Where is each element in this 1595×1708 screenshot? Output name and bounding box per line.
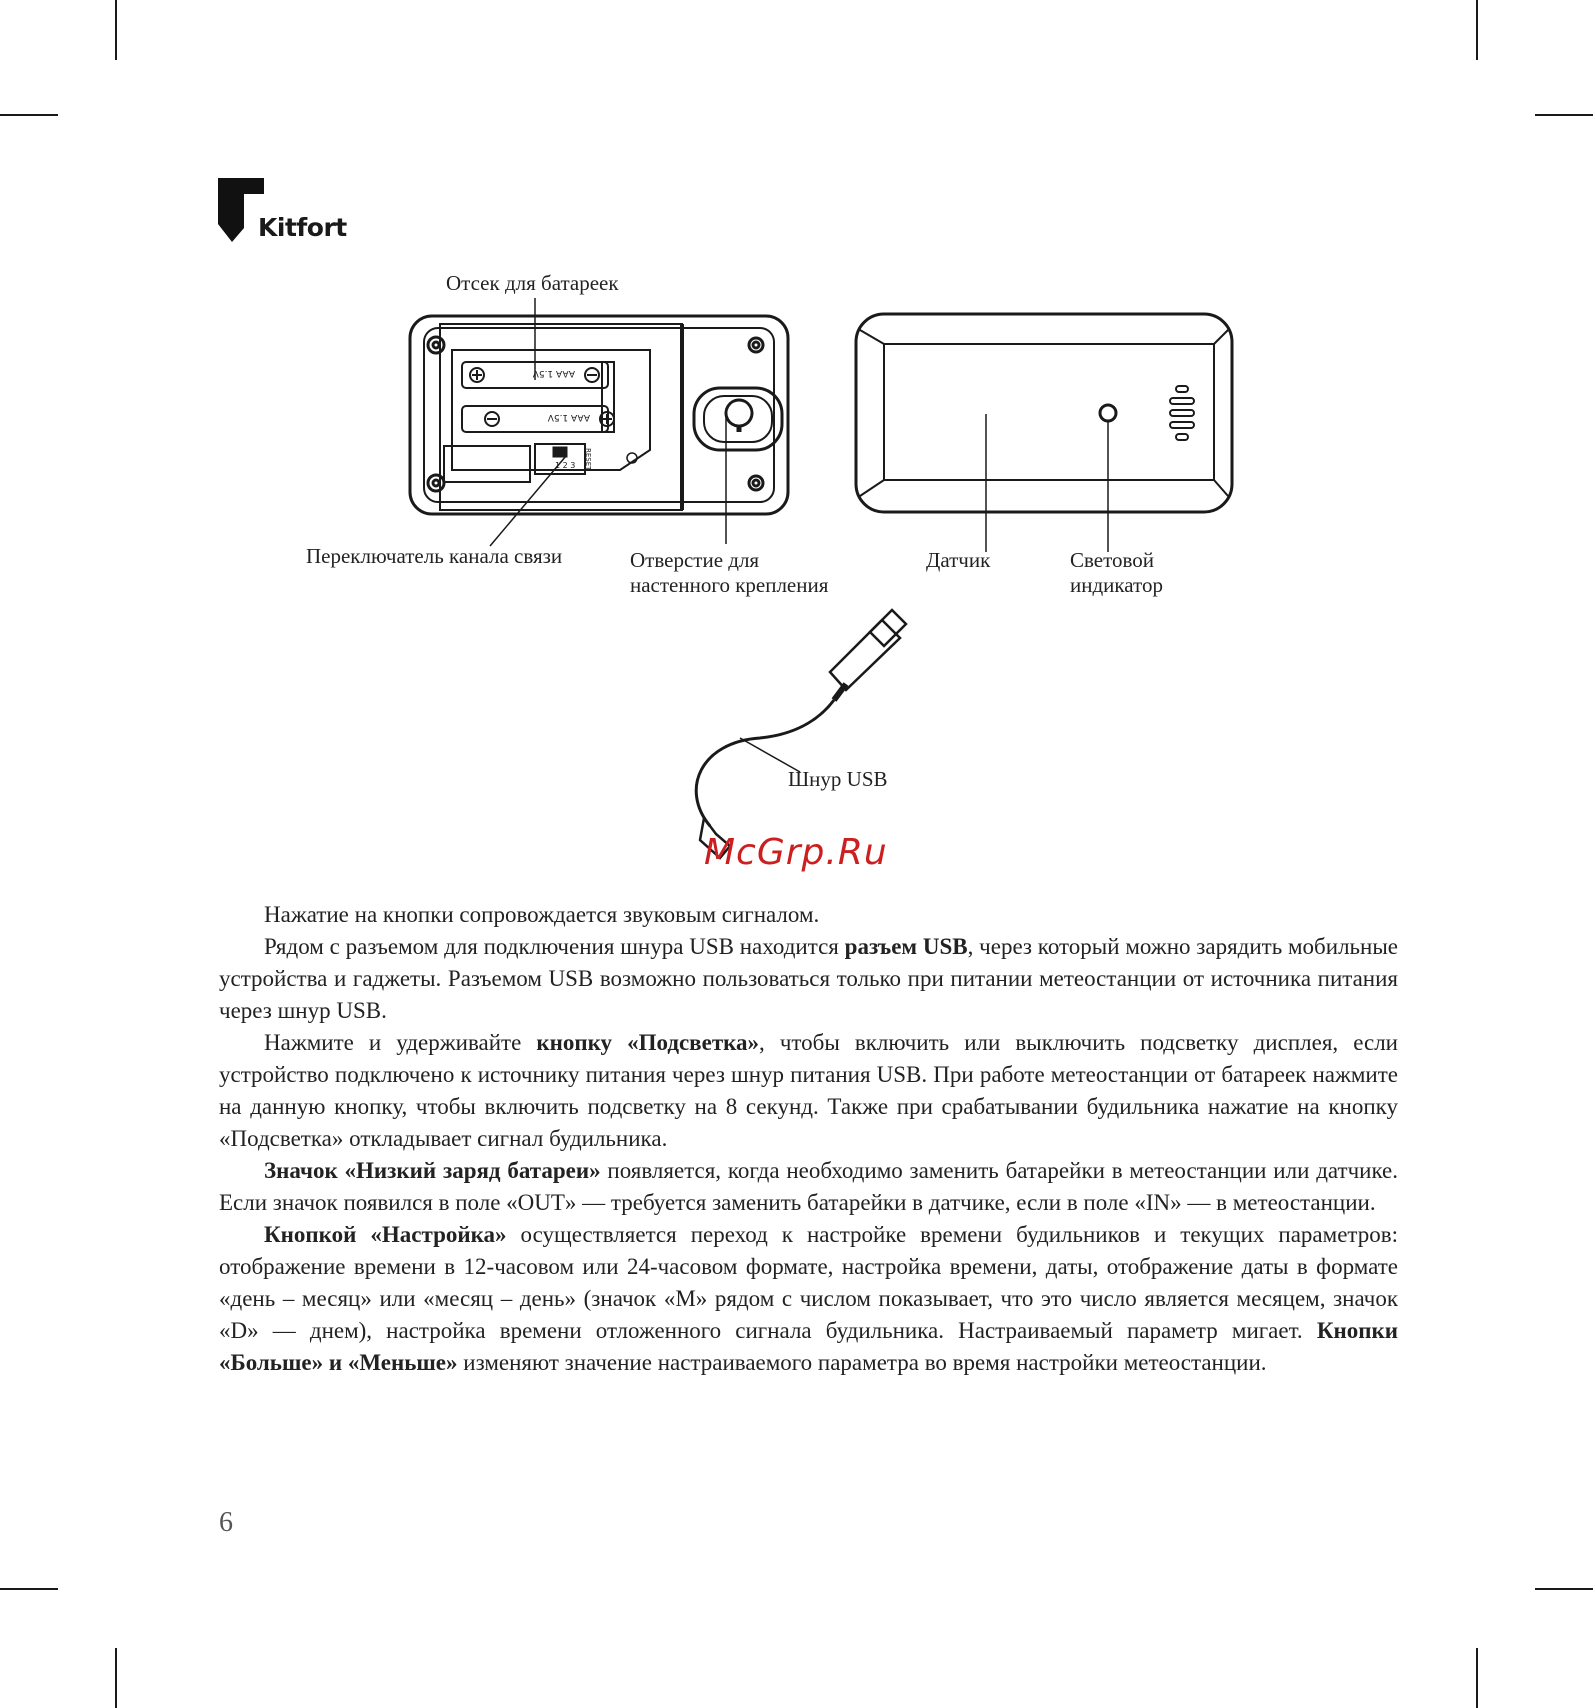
paragraph	[219, 1027, 1398, 1155]
crop-mark	[1535, 1588, 1593, 1590]
body-text	[219, 899, 1398, 1379]
watermark: McGrp.Ru	[704, 832, 888, 873]
bold-term: Значок «Низкий заряд батареи»	[264, 1158, 601, 1183]
paragraph	[219, 899, 1398, 931]
bold-term: разъем USB	[844, 934, 968, 959]
crop-mark	[0, 1588, 58, 1590]
sensor-front-view	[856, 314, 1232, 512]
label-indicator-line2: индикатор	[1070, 573, 1163, 597]
sensor-back-view	[410, 316, 788, 514]
paragraph	[219, 931, 1398, 1027]
label-mount-hole-line2: настенного крепления	[630, 573, 829, 597]
text-run: , через который можно зарядить мобильные устройства и гаджеты. Разъемом USB возможно пользоваться только при питании метеостанции от источника питания через шнур USB.	[219, 934, 1399, 1023]
bold-term: кнопку «Подсветка»	[536, 1030, 760, 1055]
battery-mark: AAA 1.5V	[547, 412, 590, 422]
label-mount-hole-line1: Отверстие для	[630, 548, 760, 572]
crop-mark	[115, 1648, 117, 1708]
callout-lines	[490, 298, 1108, 772]
text-run: Нажмите и удерживайте	[264, 1030, 537, 1055]
text-run: , чтобы включить или выключить подсветку дисплея, если устройство подключено к источнику питания через шнур питания USB. При работе метеостанции от батареек нажмите на данную кнопку, чтобы включить подсветку на 8 секунд. Также при срабатывании будильника нажатие на кнопку «Подсветка» откладывает сигнал будильника.	[219, 1030, 1398, 1151]
label-channel-switch: Переключатель канала связи	[306, 544, 563, 568]
channel-digits: 1 2 3	[555, 461, 576, 470]
usb-cable	[696, 610, 906, 858]
bold-term: Кнопкой «Настройка»	[264, 1222, 507, 1247]
text-run: Рядом с разъемом для подключения шнура USB находится	[264, 934, 845, 959]
page-number: 6	[219, 1507, 233, 1538]
label-battery-compartment: Отсек для батареек	[446, 271, 619, 295]
reset-label: RESET	[584, 448, 592, 471]
label-usb-cable: Шнур USB	[788, 767, 888, 791]
text-run: осуществляется переход к настройке времени будильников и текущих параметров: отображение времени в 12-часовом или 24-часовом формате, настройка времени, даты, отображение даты в формате «день – месяц» или «месяц – день» (значок «M» рядом с числом показывает, что это число является месяцем, значок «D» — днем), настройка времени отложенного сигнала будильника. Настраиваемый параметр мигает.	[219, 1222, 1398, 1343]
label-sensor: Датчик	[926, 548, 991, 572]
bold-term: Кнопки «Больше» и «Меньше»	[219, 1318, 1398, 1375]
text-run: Нажатие на кнопки сопровождается звуковым сигналом.	[264, 902, 820, 927]
crop-mark	[1476, 1648, 1478, 1708]
brand-name: Kitfort	[258, 213, 347, 242]
paragraph	[219, 1219, 1398, 1379]
label-indicator-line1: Световой	[1070, 548, 1155, 572]
paragraph	[219, 1155, 1398, 1219]
battery-mark: AAA 1.5V	[532, 368, 575, 378]
text-run: изменяют значение настраиваемого параметра во время настройки метеостанции.	[457, 1350, 1267, 1375]
text-run: появляется, когда необходимо заменить батарейки в метеостанции или датчике. Если значок появился в поле «OUT» — требуется заменить батарейки в датчике, если в поле «IN» — в метеостанции.	[219, 1158, 1398, 1215]
